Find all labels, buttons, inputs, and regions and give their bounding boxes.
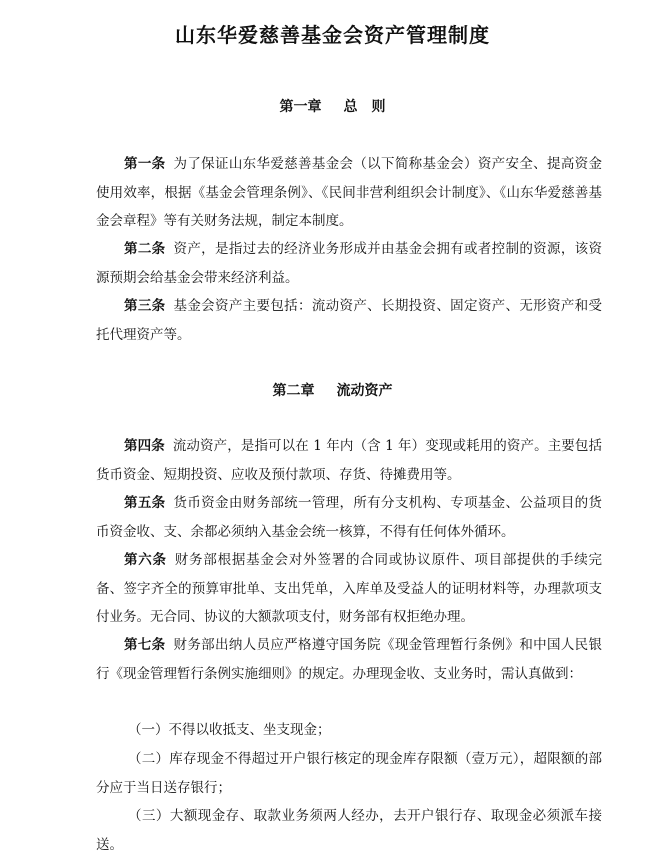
sub-item: （二）库存现金不得超过开户银行核定的现金库存限额（壹万元），超限额的部分应于当日送存银行；: [96, 751, 602, 796]
chapter-heading: [0, 381, 665, 401]
article-number: 第三条: [124, 298, 166, 314]
article-text: 财务部根据基金会对外签署的合同或协议原件、项目部提供的手续完备、签字齐全的预算审批单、支出凭单，入库单及受益人的证明材料等，办理款项支付业务。无合同、协议的大额款项支付，财务部有权拒绝办理。: [96, 552, 602, 625]
article-paragraph: [96, 546, 602, 632]
article-paragraph: [96, 631, 602, 688]
chapter-title: 流动资产: [336, 383, 393, 399]
article-number: 第五条: [124, 495, 166, 511]
article-text: 资产，是指过去的经济业务形成并由基金会拥有或者控制的资源，该资源预期会给基金会带来经济利益。: [96, 241, 602, 286]
article-paragraph: [96, 489, 602, 546]
article-number: 第六条: [124, 552, 167, 568]
chapter-number: 第一章: [279, 99, 322, 115]
article-text: 基金会资产主要包括：流动资产、长期投资、固定资产、无形资产和受托代理资产等。: [96, 298, 602, 343]
chapter-title: 总 则: [343, 99, 386, 115]
article-text: 为了保证山东华爱慈善基金会（以下简称基金会）资产安全、提高资金使用效率，根据《基金会管理条例》、《民间非营利组织会计制度》、《山东华爱慈善基金会章程》等有关财务法规，制定本制度。: [96, 156, 602, 229]
article-paragraph: [96, 150, 602, 236]
article-number: 第一条: [124, 156, 166, 172]
article-text: 流动资产，是指可以在 1 年内（含 1 年）变现或耗用的资产。主要包括货币资金、短期投资、应收及预付款项、存货、待摊费用等。: [96, 438, 603, 483]
article-text: 财务部出纳人员应严格遵守国务院《现金管理暂行条例》和中国人民银行《现金管理暂行条例实施细则》的规定。办理现金收、支业务时，需认真做到：: [96, 637, 602, 682]
article-paragraph: [96, 432, 602, 489]
article-number: 第七条: [124, 637, 166, 653]
sub-item: （一）不得以收抵支、坐支现金；: [128, 722, 331, 738]
chapter-heading: [0, 97, 665, 117]
article-number: 第四条: [124, 438, 165, 454]
article-paragraph: [96, 235, 602, 292]
document-title: 山东华爱慈善基金会资产管理制度: [175, 23, 490, 47]
sub-item: （三）大额现金存、取款业务须两人经办，去开户银行存、取现金必须派车接送。: [96, 808, 602, 853]
article-number: 第二条: [124, 241, 166, 257]
article-text: 货币资金由财务部统一管理，所有分支机构、专项基金、公益项目的货币资金收、支、余都必须纳入基金会统一核算，不得有任何体外循环。: [96, 495, 602, 540]
chapter-number: 第二章: [272, 383, 315, 399]
article-paragraph: [96, 292, 602, 349]
